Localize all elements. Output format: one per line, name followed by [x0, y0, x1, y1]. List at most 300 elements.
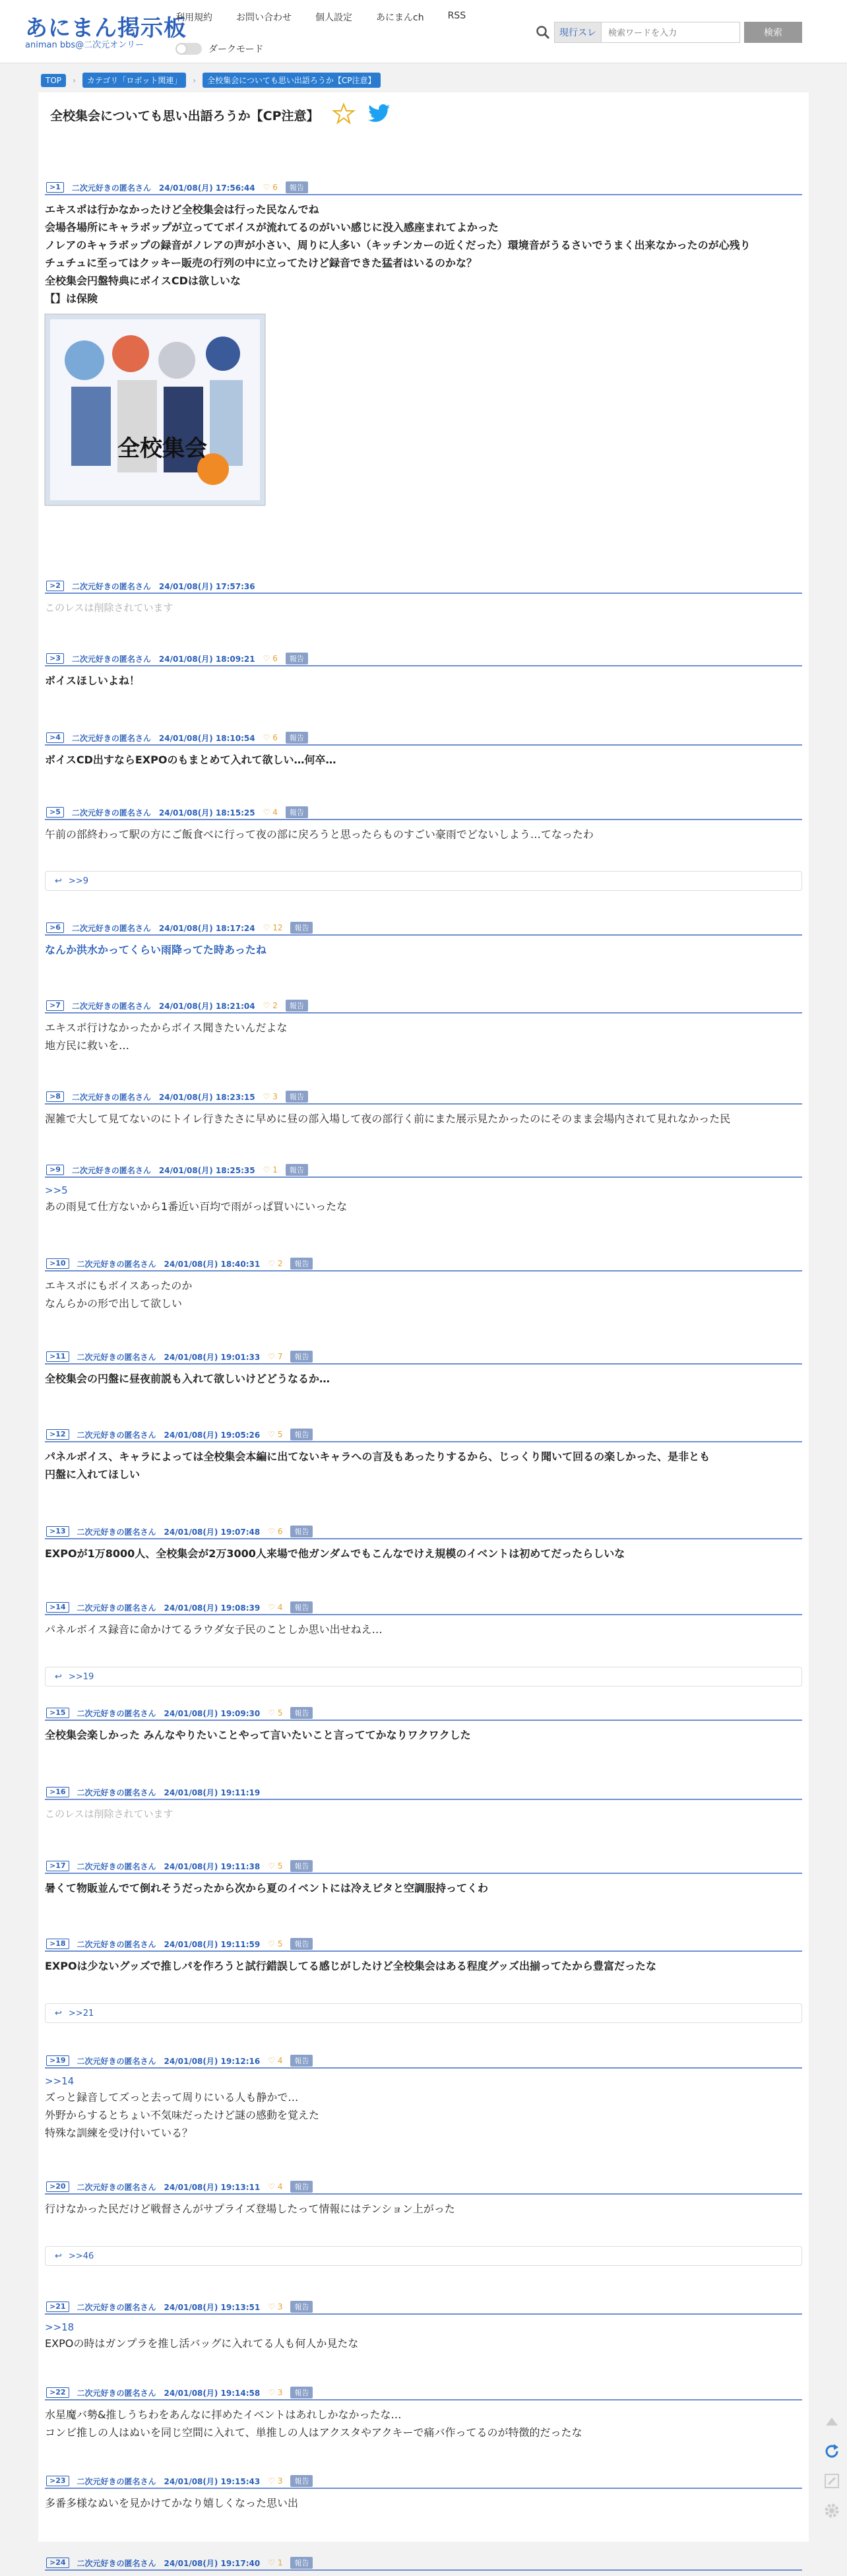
reply-link[interactable]: >>21 — [68, 2008, 94, 2018]
post-text-line: コンビ推しの人はぬいを同じ空間に入れて、単推しの人はアクスタやアクキーで痛バ作ってるのが特徴的だったな — [45, 2426, 582, 2439]
breadcrumb-separator: › — [73, 75, 76, 85]
post-item — [45, 806, 802, 843]
post-header — [45, 2474, 802, 2489]
post-date: 24/01/08(月) 19:13:51 — [164, 2302, 261, 2312]
report-button[interactable]: 報告 — [286, 1091, 308, 1103]
post-number[interactable]: >15 — [46, 1708, 69, 1718]
nav-animanch[interactable]: あにまんch — [376, 13, 424, 23]
post-number[interactable]: >10 — [46, 1258, 69, 1269]
reply-anchor-link[interactable]: >>5 — [45, 1184, 68, 1196]
report-button[interactable]: 報告 — [290, 1938, 313, 1950]
post-date: 24/01/08(月) 17:57:36 — [158, 581, 255, 591]
like-count: 4 — [277, 2182, 283, 2191]
post-author: 二次元好きの匿名さん — [77, 2558, 156, 2568]
post-number[interactable]: >6 — [46, 922, 64, 933]
like-count: 1 — [272, 1165, 278, 1175]
post-text-line: ボイスほしいよね！ — [45, 674, 140, 687]
heart-icon: ♡ — [268, 1939, 278, 1948]
post-author: 二次元好きの匿名さん — [71, 581, 151, 591]
report-button[interactable]: 報告 — [290, 2181, 313, 2193]
post-item — [45, 2386, 802, 2441]
post-header — [45, 2300, 802, 2315]
post-header — [45, 1601, 802, 1615]
heart-icon: ♡ — [268, 1708, 278, 1718]
post-text-line: チュチュに至ってはクッキー販売の行列の中に立ってたけど録音できた猛者はいるのかな？ — [45, 257, 478, 269]
post-author: 二次元好きの匿名さん — [71, 1165, 151, 1175]
like-button[interactable] — [263, 808, 278, 817]
post-number[interactable]: >2 — [46, 581, 64, 591]
post-date: 24/01/08(月) 18:17:24 — [158, 923, 255, 933]
post-header — [45, 1525, 802, 1539]
reply-link[interactable]: >>19 — [68, 1671, 94, 1682]
reply-anchor-link[interactable]: >>14 — [45, 2075, 75, 2087]
dark-mode-row — [175, 42, 263, 55]
heart-icon: ♡ — [268, 1527, 278, 1536]
post-date: 24/01/08(月) 19:09:30 — [164, 1708, 261, 1718]
post-number[interactable]: >14 — [46, 1602, 69, 1613]
post-header — [45, 1786, 802, 1800]
report-button[interactable]: 報告 — [290, 1860, 313, 1872]
post-date: 24/01/08(月) 18:40:31 — [164, 1259, 261, 1269]
post-author: 二次元好きの匿名さん — [71, 1092, 151, 1102]
post-item — [45, 1350, 802, 1388]
post-header — [45, 1257, 802, 1272]
search-button[interactable]: 検索 — [744, 22, 802, 43]
heart-icon: ♡ — [268, 1259, 278, 1268]
post-text-line: エキスポは行かなかったけど全校集会は行った民なんでね — [45, 203, 319, 216]
post-header — [45, 579, 802, 594]
report-button[interactable]: 報告 — [290, 2055, 313, 2067]
post-number[interactable]: >20 — [46, 2181, 69, 2192]
dark-mode-label: ダークモード — [208, 44, 264, 55]
post-author: 二次元好きの匿名さん — [71, 654, 151, 664]
breadcrumb-separator: › — [193, 75, 197, 85]
heart-icon: ♡ — [263, 733, 273, 742]
heart-icon: ♡ — [263, 808, 273, 817]
like-button[interactable] — [268, 2302, 282, 2311]
post-item — [45, 1786, 802, 1823]
like-count: 6 — [277, 1527, 283, 1536]
post-text-line: あの雨見て仕方ないから1番近い百均で雨がっぱ買いにいったな — [45, 1200, 348, 1213]
like-button[interactable] — [268, 1939, 282, 1948]
like-count: 6 — [272, 733, 278, 742]
report-button[interactable]: 報告 — [290, 2387, 313, 2399]
like-count: 5 — [277, 1708, 283, 1718]
post-author: 二次元好きの匿名さん — [77, 1939, 156, 1949]
like-button[interactable] — [268, 1259, 282, 1268]
post-date: 24/01/08(月) 18:25:35 — [158, 1165, 255, 1175]
post-date: 24/01/08(月) 19:13:11 — [164, 2182, 261, 2192]
post-date: 24/01/08(月) 19:05:26 — [164, 1430, 261, 1440]
reply-arrow-icon: ↩ — [55, 2008, 62, 2018]
post-text-line: なんか洪水かってくらい雨降ってた時あったね — [45, 944, 267, 956]
heart-icon: ♡ — [268, 1861, 278, 1871]
favorite-star-icon[interactable] — [332, 103, 355, 127]
heart-icon: ♡ — [268, 2476, 278, 2486]
post-body — [45, 1952, 802, 1975]
like-button[interactable] — [263, 1092, 278, 1101]
report-button[interactable]: 報告 — [290, 1351, 313, 1363]
post-item — [45, 1859, 802, 1897]
post-number[interactable]: >17 — [46, 1861, 69, 1871]
post-header — [45, 2054, 802, 2069]
write-icon[interactable] — [822, 2471, 842, 2491]
post-text-line: 特殊な訓練を受け付いている？ — [45, 2127, 193, 2139]
like-button[interactable] — [268, 1352, 282, 1361]
post-number[interactable]: >3 — [46, 653, 64, 664]
post-body — [45, 594, 802, 617]
post-number[interactable]: >5 — [46, 807, 64, 818]
post-number[interactable]: >24 — [46, 2558, 69, 2568]
post-date: 24/01/08(月) 18:09:21 — [158, 654, 255, 664]
dark-mode-toggle[interactable] — [175, 43, 202, 55]
like-count: 7 — [277, 1352, 283, 1361]
post-author: 二次元好きの匿名さん — [77, 1527, 156, 1537]
heart-icon: ♡ — [268, 2558, 278, 2567]
post-text-line: 地方民に救いを… — [45, 1039, 130, 1052]
like-count: 12 — [272, 923, 283, 932]
post-text-line: 会場各場所にキャラボップが立っててボイスが流れてるのがいい感じに没入感座まれてよかった — [45, 221, 499, 234]
post-header — [45, 1706, 802, 1721]
post-item — [45, 2474, 802, 2512]
post-item — [45, 181, 802, 505]
post-item — [45, 2300, 802, 2352]
post-body — [45, 2400, 802, 2441]
post-body — [45, 1014, 802, 1054]
reply-link[interactable]: >>46 — [68, 2251, 94, 2261]
post-text-line: 渥雑で大して見てないのにトイレ行きたさに早めに昼の部入場して夜の部行く前にまた展示見たかったのにそのまま会場内されて見れなかった民 — [45, 1112, 731, 1125]
post-author: 二次元好きの匿名さん — [71, 923, 151, 933]
post-header — [45, 1090, 802, 1105]
report-button[interactable]: 報告 — [290, 1429, 313, 1440]
post-date: 24/01/08(月) 19:01:33 — [164, 1352, 261, 1362]
search-input[interactable] — [602, 22, 740, 43]
heart-icon: ♡ — [263, 1165, 273, 1175]
post-item — [45, 2556, 802, 2576]
post-author: 二次元好きの匿名さん — [77, 2302, 156, 2312]
heart-icon: ♡ — [268, 1352, 278, 1361]
post-number[interactable]: >11 — [46, 1351, 69, 1362]
like-count: 1 — [277, 2558, 283, 2567]
reply-link-bar[interactable] — [45, 871, 802, 891]
heart-icon: ♡ — [263, 1092, 273, 1101]
post-author: 二次元好きの匿名さん — [77, 1352, 156, 1362]
like-button[interactable] — [268, 1861, 282, 1871]
like-count: 5 — [277, 1939, 283, 1948]
post-header — [45, 181, 802, 195]
post-text-line: 午前の部終わって駅の方にご飯食べに行って夜の部に戻ろうと思ったらものすごい豪雨でどないしよう…てなったわ — [45, 828, 594, 841]
top-nav — [175, 11, 466, 24]
like-button[interactable] — [263, 654, 278, 663]
like-button[interactable] — [263, 1001, 278, 1010]
post-number[interactable]: >19 — [46, 2055, 69, 2066]
post-body — [45, 2069, 802, 2142]
post-body — [45, 1105, 802, 1128]
heart-icon: ♡ — [263, 183, 273, 192]
like-count: 6 — [272, 654, 278, 663]
post-header — [45, 2180, 802, 2195]
like-count: 5 — [277, 1861, 283, 1871]
post-text-line: このレスは削除されています — [45, 602, 173, 614]
post-body — [45, 1800, 802, 1823]
post-item — [45, 1601, 802, 1638]
report-button[interactable]: 報告 — [286, 806, 308, 818]
post-date: 24/01/08(月) 19:14:58 — [164, 2388, 261, 2398]
post-item — [45, 579, 802, 617]
post-item — [45, 921, 802, 959]
post-text-line: パネルボイス録音に命かけてるラウダ女子民のことしか思い出せねえ… — [45, 1623, 383, 1636]
like-button[interactable] — [268, 2182, 282, 2191]
post-image-caption: 全校集会 — [117, 435, 207, 462]
post-header — [45, 1350, 802, 1365]
report-button[interactable]: 報告 — [290, 1526, 313, 1537]
nav-settings[interactable]: 個人設定 — [315, 13, 352, 23]
post-body — [45, 1178, 802, 1215]
post-author: 二次元好きの匿名さん — [71, 733, 151, 743]
settings-gear-icon[interactable] — [822, 2501, 842, 2521]
post-date: 24/01/08(月) 19:17:40 — [164, 2558, 261, 2568]
report-button[interactable]: 報告 — [286, 1164, 308, 1176]
post-author: 二次元好きの匿名さん — [77, 1259, 156, 1269]
post-number[interactable]: >1 — [46, 182, 64, 193]
post-number[interactable]: >13 — [46, 1526, 69, 1537]
search-bar — [532, 20, 819, 45]
thread-main — [38, 92, 809, 2568]
page-title: 全校集会についても思い出語ろうか【CP注意】 — [50, 108, 319, 123]
post-body — [45, 1874, 802, 1897]
post-date: 24/01/08(月) 18:10:54 — [158, 733, 255, 743]
like-count: 6 — [272, 183, 278, 192]
post-text-line: このレスは削除されています — [45, 1808, 173, 1820]
post-header — [45, 999, 802, 1014]
post-author: 二次元好きの匿名さん — [77, 2182, 156, 2192]
post-body — [45, 2571, 802, 2576]
report-button[interactable]: 報告 — [290, 922, 313, 934]
post-author: 二次元好きの匿名さん — [77, 2388, 156, 2398]
post-number[interactable]: >22 — [46, 2387, 69, 2398]
post-header — [45, 1428, 802, 1442]
reply-link[interactable]: >>9 — [68, 876, 88, 886]
post-item — [45, 1525, 802, 1562]
report-button[interactable]: 報告 — [286, 1000, 308, 1012]
post-image[interactable] — [45, 314, 265, 505]
post-number[interactable]: >8 — [46, 1091, 64, 1102]
post-author: 二次元好きの匿名さん — [77, 1430, 156, 1440]
like-button[interactable] — [268, 1708, 282, 1718]
heart-icon: ♡ — [268, 2388, 278, 2397]
nav-rss[interactable]: RSS — [447, 11, 466, 21]
heart-icon: ♡ — [268, 2302, 278, 2311]
post-number[interactable]: >12 — [46, 1429, 69, 1440]
post-item — [45, 1706, 802, 1744]
report-button[interactable]: 報告 — [290, 1258, 313, 1270]
post-text-line: 全校集会円盤特典にボイスCDは欲しいな — [45, 274, 241, 287]
report-button[interactable]: 報告 — [290, 2301, 313, 2313]
post-number[interactable]: >7 — [46, 1000, 64, 1011]
post-date: 24/01/08(月) 19:15:43 — [164, 2476, 261, 2486]
post-item — [45, 2054, 802, 2142]
like-count: 4 — [272, 808, 278, 817]
post-item — [45, 1090, 802, 1128]
post-author: 二次元好きの匿名さん — [77, 2476, 156, 2486]
post-header — [45, 1163, 802, 1178]
reply-anchor-link[interactable]: >>18 — [45, 2321, 75, 2333]
post-body — [45, 1442, 802, 1483]
post-author: 二次元好きの匿名さん — [77, 1708, 156, 1718]
like-button[interactable] — [268, 2558, 282, 2567]
report-button[interactable]: 報告 — [286, 653, 308, 664]
post-body — [45, 195, 802, 505]
post-body — [45, 2489, 802, 2512]
post-text-line: 多番多様なぬいを見かけてかなり嬉しくなった思い出 — [45, 2497, 299, 2509]
post-date: 24/01/08(月) 17:56:44 — [158, 183, 255, 193]
report-button[interactable]: 報告 — [290, 1601, 313, 1613]
site-logo[interactable] — [25, 15, 187, 50]
post-text-line: 暑くて物販並んでて倒れそうだったから次から夏のイベントには冷えピタと空調服持ってくわ — [45, 1882, 489, 1894]
report-button[interactable]: 報告 — [290, 2475, 313, 2487]
reply-link-bar[interactable] — [45, 2246, 802, 2266]
post-author: 二次元好きの匿名さん — [71, 808, 151, 818]
breadcrumb-category[interactable]: カテゴリ「ロボット関連」 — [82, 73, 187, 88]
reply-link-bar[interactable] — [45, 1667, 802, 1687]
post-item — [45, 1257, 802, 1312]
like-count: 5 — [277, 1430, 283, 1439]
post-header — [45, 2556, 802, 2571]
post-text-line: ノレアのキャラボップの録音がノレアの声が小さい、周りに人多い（キッチンカーの近くだった）環境音がうるさいでうまく出来なかったのが心残り — [45, 239, 751, 251]
report-button[interactable]: 報告 — [286, 181, 308, 193]
reply-arrow-icon: ↩ — [55, 1671, 62, 1682]
nav-terms[interactable]: 利用規約 — [175, 13, 212, 23]
like-count: 3 — [277, 2388, 283, 2397]
post-body — [45, 820, 802, 843]
post-date: 24/01/08(月) 19:07:48 — [164, 1527, 261, 1537]
post-item — [45, 2180, 802, 2218]
post-text-line: EXPOの時はガンプラを推し活バッグに入れてる人も何人か見たな — [45, 2337, 359, 2350]
post-header — [45, 1859, 802, 1874]
search-scope-select[interactable]: 現行スレ — [554, 22, 602, 43]
post-number[interactable]: >4 — [46, 732, 64, 743]
like-button[interactable] — [268, 2388, 282, 2397]
like-button[interactable] — [263, 183, 278, 192]
heart-icon: ♡ — [263, 1001, 273, 1010]
scroll-top-icon[interactable] — [822, 2412, 842, 2432]
post-number[interactable]: >9 — [46, 1165, 64, 1175]
post-text-line: 行けなかった民だけど戦督さんがサプライズ登場したって情報にはテンション上がった — [45, 2203, 455, 2215]
post-body — [45, 1365, 802, 1388]
post-text-line: 円盤に入れてほしい — [45, 1468, 141, 1481]
post-number[interactable]: >21 — [46, 2302, 69, 2312]
breadcrumb — [41, 73, 381, 88]
report-button[interactable]: 報告 — [286, 732, 308, 744]
post-item — [45, 999, 802, 1054]
like-button[interactable] — [268, 1430, 282, 1439]
like-button[interactable] — [263, 733, 278, 742]
post-date: 24/01/08(月) 19:11:59 — [164, 1939, 261, 1949]
nav-contact[interactable]: お問い合わせ — [236, 13, 292, 23]
post-text-line: 全校集会楽しかった みんなやりたいことやって言いたいこと言っててかなりワクワクした — [45, 1729, 471, 1741]
post-number[interactable]: >18 — [46, 1939, 69, 1949]
heart-icon: ♡ — [268, 1430, 278, 1439]
post-header — [45, 1937, 802, 1952]
like-button[interactable] — [268, 1527, 282, 1536]
post-item — [45, 652, 802, 690]
reply-arrow-icon: ↩ — [55, 876, 62, 886]
site-header — [0, 0, 847, 63]
post-text-line: エキスポにもボイスあったのか — [45, 1279, 193, 1292]
post-text-line: EXPOが1万8000人、全校集会が2万3000人来場で他ガンダムでもこんなでけえ規模のイベントは初めてだったらしいな — [45, 1547, 625, 1560]
post-date: 24/01/08(月) 19:08:39 — [164, 1603, 261, 1613]
like-count: 4 — [277, 1603, 283, 1612]
post-header — [45, 806, 802, 820]
post-text-line: ボイスCD出すならEXPOのもまとめて入れて欲しい…何卒… — [45, 754, 336, 766]
like-count: 3 — [277, 2302, 283, 2311]
like-button[interactable] — [268, 2476, 282, 2486]
post-item — [45, 1163, 802, 1215]
post-date: 24/01/08(月) 19:12:16 — [164, 2056, 261, 2066]
reply-link-bar[interactable] — [45, 2003, 802, 2023]
post-text-line: パネルボイス、キャラによっては全校集会本編に出てないキャラへの言及もあったりするから、じっくり聞いて回るの楽しかった、是非とも — [45, 1450, 710, 1463]
post-text-line: EXPOは少ないグッズで推しパを作ろうと試行錯誤してる感じがしたけど全校集会はある程度グッズ出揃ってたから豊富だったな — [45, 1960, 656, 1972]
logo-subtitle: animan bbs@二次元オンリー — [25, 40, 144, 50]
post-text-line: 水星魔バ勢&推しうちわをあんなに拝めたイベントはあれしかなかったな… — [45, 2408, 402, 2421]
post-author: 二次元好きの匿名さん — [77, 1787, 156, 1797]
report-button[interactable]: 報告 — [290, 2557, 313, 2569]
twitter-share-icon[interactable] — [368, 104, 391, 125]
like-button[interactable] — [263, 923, 283, 932]
like-button[interactable] — [268, 1603, 282, 1612]
post-text-line: エキスポ行けなかったからボイス聞きたいんだよな — [45, 1021, 288, 1034]
post-item — [45, 1937, 802, 1975]
report-button[interactable]: 報告 — [290, 1707, 313, 1719]
like-button[interactable] — [263, 1165, 278, 1175]
post-item — [45, 1428, 802, 1483]
post-author: 二次元好きの匿名さん — [71, 1001, 151, 1011]
like-count: 2 — [277, 1259, 283, 1268]
logo-title[interactable]: あにまん掲示板 — [25, 15, 187, 42]
post-text-line: 全校集会の円盤に昼夜前説も入れて欲しいけどどうなるか… — [45, 1372, 330, 1385]
post-body — [45, 1615, 802, 1638]
post-date: 24/01/08(月) 18:15:25 — [158, 808, 255, 818]
post-header — [45, 652, 802, 666]
heart-icon: ♡ — [268, 1603, 278, 1612]
heart-icon: ♡ — [263, 923, 273, 932]
post-body — [45, 1272, 802, 1312]
post-author: 二次元好きの匿名さん — [77, 2056, 156, 2066]
like-count: 4 — [277, 2056, 283, 2065]
heart-icon: ♡ — [268, 2182, 278, 2191]
post-text-line: 外野からするとちょい不気味だったけど謎の感動を覚えた — [45, 2109, 320, 2121]
post-text-line: 【】は保険 — [45, 292, 98, 305]
post-body — [45, 1721, 802, 1744]
post-author: 二次元好きの匿名さん — [71, 183, 151, 193]
post-body — [45, 1539, 802, 1562]
post-body — [45, 2195, 802, 2218]
post-date: 24/01/08(月) 19:11:38 — [164, 1861, 261, 1871]
post-item — [45, 731, 802, 769]
post-body — [45, 666, 802, 690]
post-number[interactable]: >16 — [46, 1787, 69, 1797]
post-number[interactable]: >23 — [46, 2476, 69, 2486]
heart-icon: ♡ — [263, 654, 273, 663]
breadcrumb-top[interactable]: TOP — [41, 74, 66, 87]
like-button[interactable] — [268, 2056, 282, 2065]
post-text-line: なんらかの形で出して欲しい — [45, 1297, 183, 1310]
post-header — [45, 2386, 802, 2400]
reload-icon[interactable] — [822, 2441, 842, 2461]
breadcrumb-thread[interactable]: 全校集会についても思い出語ろうか【CP注意】 — [203, 73, 380, 88]
post-body — [45, 2315, 802, 2352]
like-count: 2 — [272, 1001, 278, 1010]
